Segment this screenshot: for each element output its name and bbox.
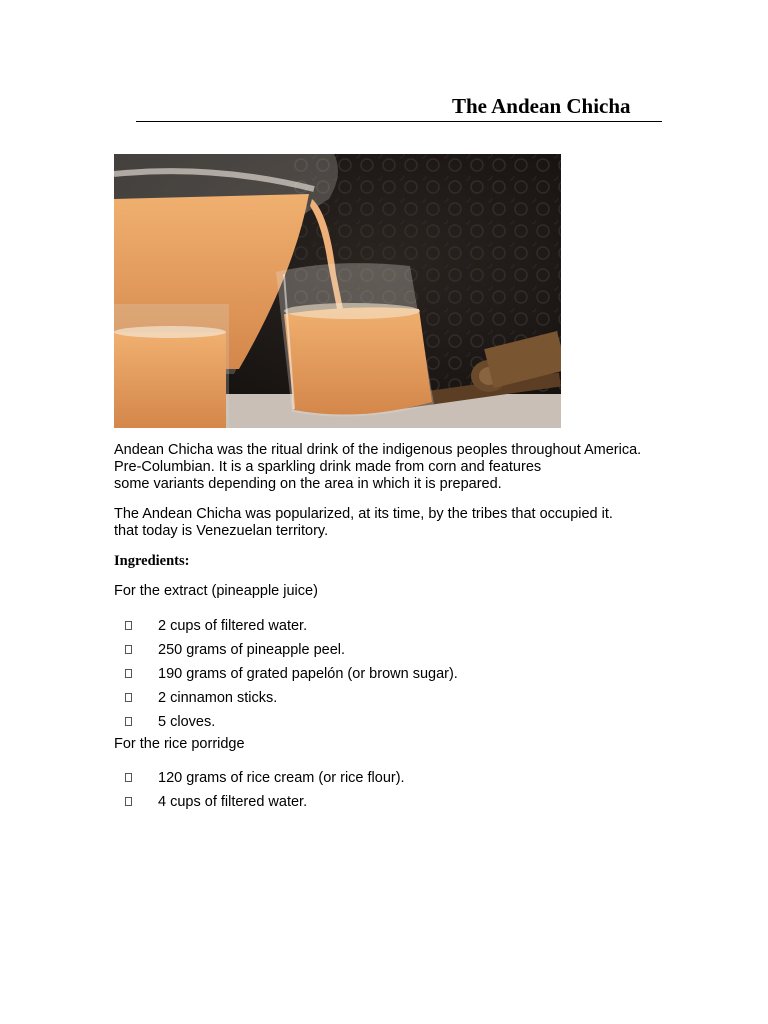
ingredients-heading: Ingredients: — [114, 553, 190, 569]
list-item — [125, 794, 405, 818]
list-item-text: 250 grams of pineapple peel. — [158, 642, 346, 658]
intro-line: some variants depending on the area in which it is prepared. — [114, 476, 502, 492]
list-item — [125, 618, 458, 642]
bullet-icon — [125, 693, 132, 702]
list-item-text: 2 cinnamon sticks. — [158, 690, 278, 706]
history-line: The Andean Chicha was popularized, at its time, by the tribes that occupied it. — [114, 506, 613, 522]
bullet-icon — [125, 621, 132, 630]
intro-line: Andean Chicha was the ritual drink of the indigenous peoples throughout America. — [114, 442, 642, 458]
chicha-photo — [114, 154, 561, 428]
extract-label: For the extract (pineapple juice) — [114, 583, 318, 599]
extract-list — [125, 618, 458, 738]
intro-line: Pre-Columbian. It is a sparkling drink made from corn and features — [114, 459, 542, 475]
list-item — [125, 770, 405, 794]
title-underline — [136, 121, 662, 122]
list-item-text: 4 cups of filtered water. — [158, 794, 308, 810]
porridge-label: For the rice porridge — [114, 736, 245, 752]
bullet-icon — [125, 645, 132, 654]
list-item-text: 190 grams of grated papelón (or brown sugar). — [158, 666, 458, 682]
list-item — [125, 666, 458, 690]
history-paragraph — [114, 506, 613, 540]
porridge-list — [125, 770, 405, 818]
bullet-icon — [125, 669, 132, 678]
list-item — [125, 690, 458, 714]
bullet-icon — [125, 797, 132, 806]
bullet-icon — [125, 717, 132, 726]
list-item-text: 120 grams of rice cream (or rice flour). — [158, 770, 405, 786]
page-title: The Andean Chicha — [452, 94, 631, 118]
bullet-icon — [125, 773, 132, 782]
list-item-text: 2 cups of filtered water. — [158, 618, 308, 634]
list-item-text: 5 cloves. — [158, 714, 216, 730]
history-line: that today is Venezuelan territory. — [114, 523, 329, 539]
intro-paragraph — [114, 442, 641, 493]
list-item — [125, 714, 458, 738]
list-item — [125, 642, 458, 666]
